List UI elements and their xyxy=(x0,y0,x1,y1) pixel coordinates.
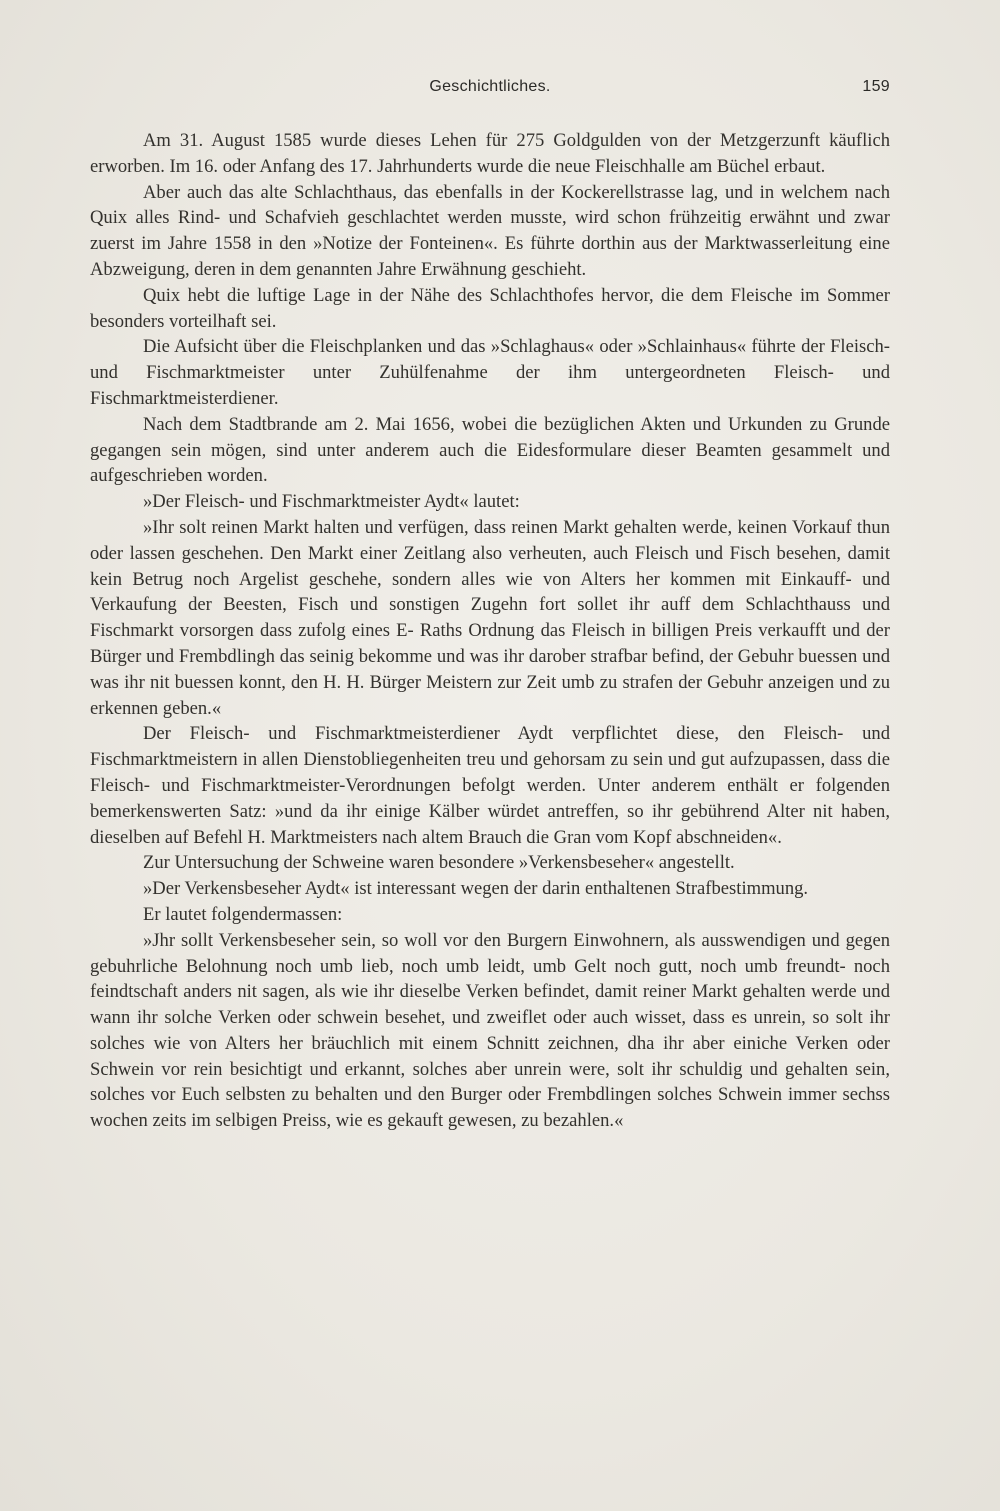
paragraph: Die Aufsicht über die Fleischplanken und das »Schlaghaus« oder »Schlainhaus« führte der Fleisch- und Fischmarktmeister unter Zuhülfenahme der ihm untergeordneten Fleisch- und Fischmarktmeisterdiener. xyxy=(90,336,890,409)
paragraph: »Jhr sollt Verkensbeseher sein, so woll vor den Burgern Einwohnern, als ausswendigen und gegen gebuhrliche Belohnung noch umb lieb, noch umb leidt, umb Gelt noch gutt, noch umb freundt- noch feindtschaft anders nit sagen, als wie ihr dieselbe Verken befindet, damit reiner Markt gehalten werde und wann ihr solche Verken oder schwein besehet, und zweiflet oder auch wisset, dass es unrein, so solt ihr solches wie von Alters her bräuchlich mit einem Schnitt zeichnen, dha ihr aber einiche Verken oder Schwein vor rein besichtigt und erkannt, solches aber unrein were, solt ihr schuldig und gehalten sein, solches vor Euch selbsten zu behalten und den Burger oder Frembdlingen solches Schwein immer sechss wochen zeits im selbigen Preiss, wie es gekauft gewesen, zu bezahlen.« xyxy=(90,929,890,1132)
page-number: 159 xyxy=(862,78,890,95)
running-title: Geschichtliches. xyxy=(429,78,551,95)
body-text xyxy=(90,128,890,1134)
paragraph: Aber auch das alte Schlachthaus, das ebenfalls in der Kockerellstrasse lag, und in welchem nach Quix alles Rind- und Schafvieh geschlachtet werden musste, wird schon frühzeitig erwähnt und zwar zuerst im Jahre 1558 in den »Notize der Fonteinen«. Es führte dorthin aus der Marktwasserleitung eine Abzweigung, deren in dem genannten Jahre Erwähnung geschieht. xyxy=(90,181,890,280)
paragraph: Er lautet folgendermassen: xyxy=(143,903,343,925)
paragraph: »Ihr solt reinen Markt halten und verfügen, dass reinen Markt gehalten werde, keinen Vorkauf thun oder lassen geschehen. Den Markt einer Zeitlang also verheuten, auch Fleisch und Fisch besehen, damit kein Betrug noch Argelist geschehe, sondern alles wie von Alters her kommen mit Einkauff- und Verkaufung der Beesten, Fisch und sonstigen Zugehn fort sollet ihr auff dem Schlachthauss und Fischmarkt vorsorgen dass zufolg eines E- Raths Ordnung das Fleisch in billigen Preis verkaufft und der Bürger und Frembdlingh das seinig bekomme und was ihr darober strafbar befind, der Gebuhr buessen und was ihr nit buessen konnt, den H. H. Bürger Meistern zur Zeit umb zu strafen der Gebuhr anzeigen und zu erkennen geben.« xyxy=(90,516,890,719)
paragraph: Quix hebt die luftige Lage in der Nähe des Schlachthofes hervor, die dem Fleische im Sommer besonders vorteilhaft sei. xyxy=(90,284,890,332)
page-header xyxy=(90,78,890,108)
paragraph: Nach dem Stadtbrande am 2. Mai 1656, wobei die bezüglichen Akten und Urkunden zu Grunde gegangen sein mögen, sind unter anderem auch die Eidesformulare dieser Beamten gesammelt und aufgeschrieben worden. xyxy=(90,413,890,487)
paragraph: »Der Verkensbeseher Aydt« ist interessant wegen der darin enthaltenen Strafbestimmung. xyxy=(143,878,809,900)
paragraph: Der Fleisch- und Fischmarktmeisterdiener Aydt verpflichtet diese, den Fleisch- und Fischmarktmeistern in allen Dienstobliegenheiten treu und gehorsam zu sein und gut aufzupassen, dass die Fleisch- und Fischmarktmeister-Verordnungen befolgt werden. Unter anderem enthält er folgenden bemerkenswerten Satz: »und da ihr einige Kälber würdet antreffen, so ihr gebührend Alter nit haben, dieselben auf Befehl H. Marktmeisters nach altem Brauch die Gran vom Kopf abschneiden«. xyxy=(90,723,890,848)
paragraph: Am 31. August 1585 wurde dieses Lehen für 275 Goldgulden von der Metzgerzunft käuflich erworben. Im 16. oder Anfang des 17. Jahrhunderts wurde die neue Fleischhalle am Büchel erbaut. xyxy=(90,130,890,177)
paragraph: »Der Fleisch- und Fischmarktmeister Aydt« lautet: xyxy=(143,491,520,513)
paragraph: Zur Untersuchung der Schweine waren besondere »Verkensbeseher« angestellt. xyxy=(143,852,735,874)
